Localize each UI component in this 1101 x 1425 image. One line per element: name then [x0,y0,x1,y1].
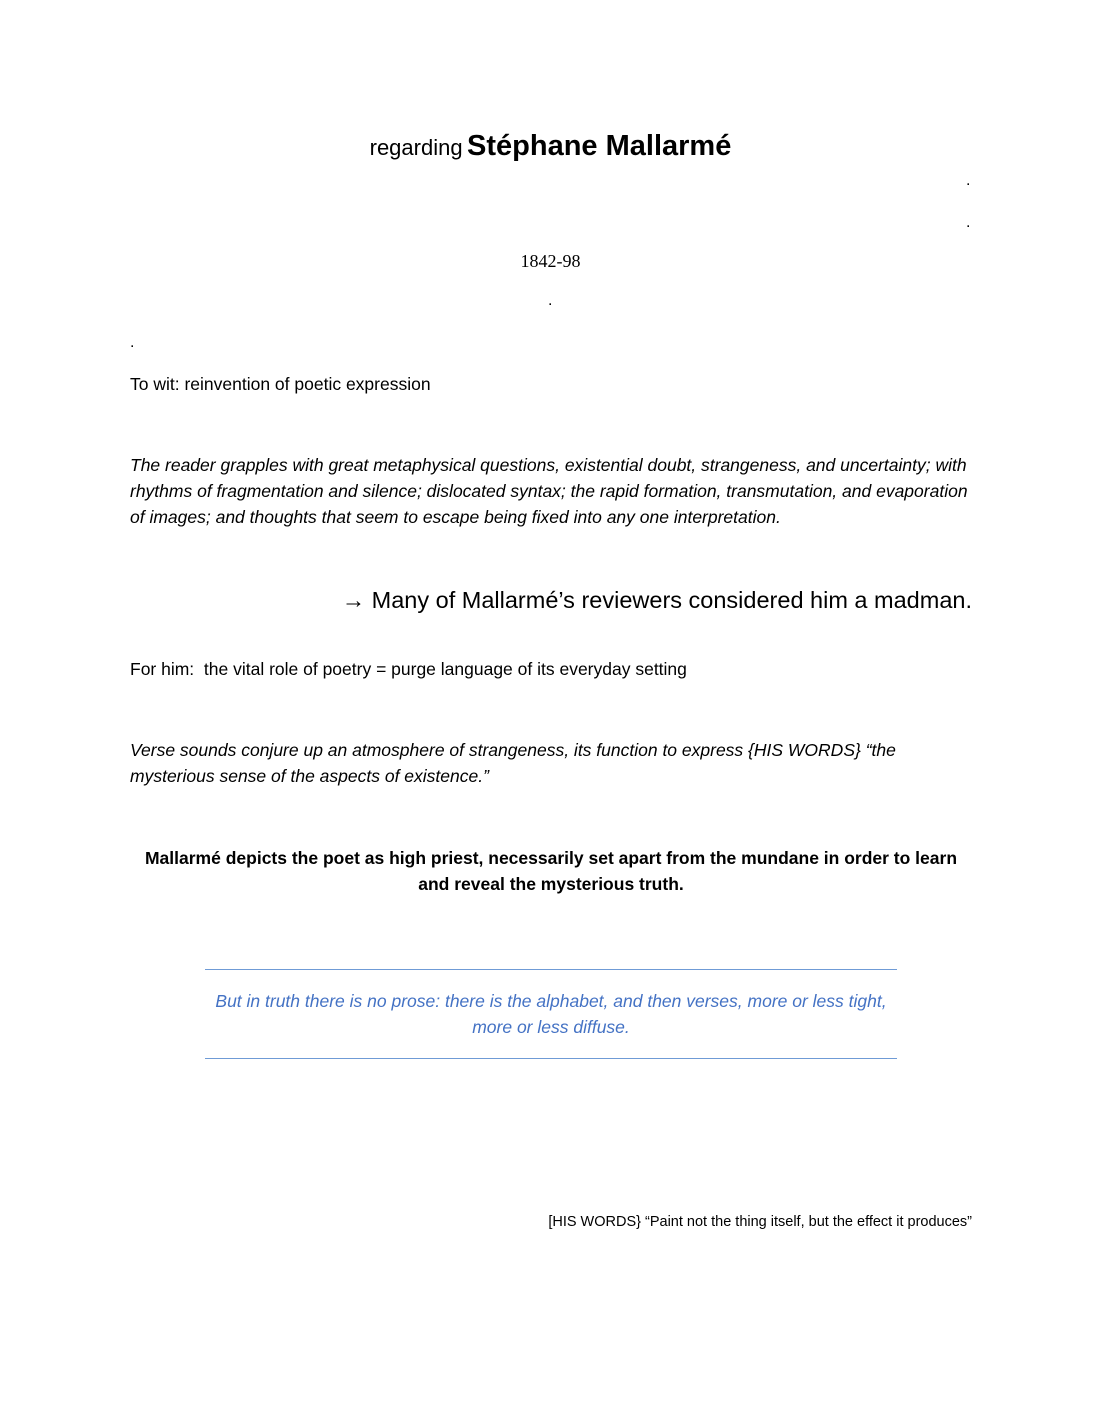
reader-paragraph: The reader grapples with great metaphysical questions, existential doubt, strangeness, and uncertainty; with rhythms of fragmentation and silence; dislocated syntax; the rapid formation, transmutation, and evaporation of images; and thoughts that seem to escape being fixed into any one interpretation. [130,455,968,527]
dot-marker: . [548,292,553,309]
quote-top-rule [205,969,897,970]
verse-paragraph: Verse sounds conjure up an atmosphere of strangeness, its function to express {HIS WORDS} “the mysterious sense of the aspects of existence.” [130,740,896,786]
title-name: Stéphane Mallarmé [467,130,732,162]
for-him-line: For him: the vital role of poetry = purge language of its everyday setting [130,659,687,679]
madman-statement [342,587,972,614]
life-dates: 1842-98 [520,251,581,271]
dot-marker: . [966,172,971,189]
page-title [0,130,1101,163]
footer-quote: [HIS WORDS} “Paint not the thing itself, but the effect it produces” [548,1214,972,1230]
arrow-right-icon: → [341,587,366,613]
title-prefix: regarding [369,135,463,160]
dot-marker: . [130,334,135,351]
to-wit-line: To wit: reinvention of poetic expression [130,374,431,394]
intense-quote: But in truth there is no prose: there is the alphabet, and then verses, more or less tight, more or less diffuse. [215,991,887,1037]
dot-marker: . [966,214,971,231]
high-priest-statement: Mallarmé depicts the poet as high priest, necessarily set apart from the mundane in order to learn and reveal the mysterious truth. [144,848,958,894]
quote-bottom-rule [205,1058,897,1059]
madman-text: Many of Mallarmé’s reviewers considered him a madman. [371,587,972,613]
